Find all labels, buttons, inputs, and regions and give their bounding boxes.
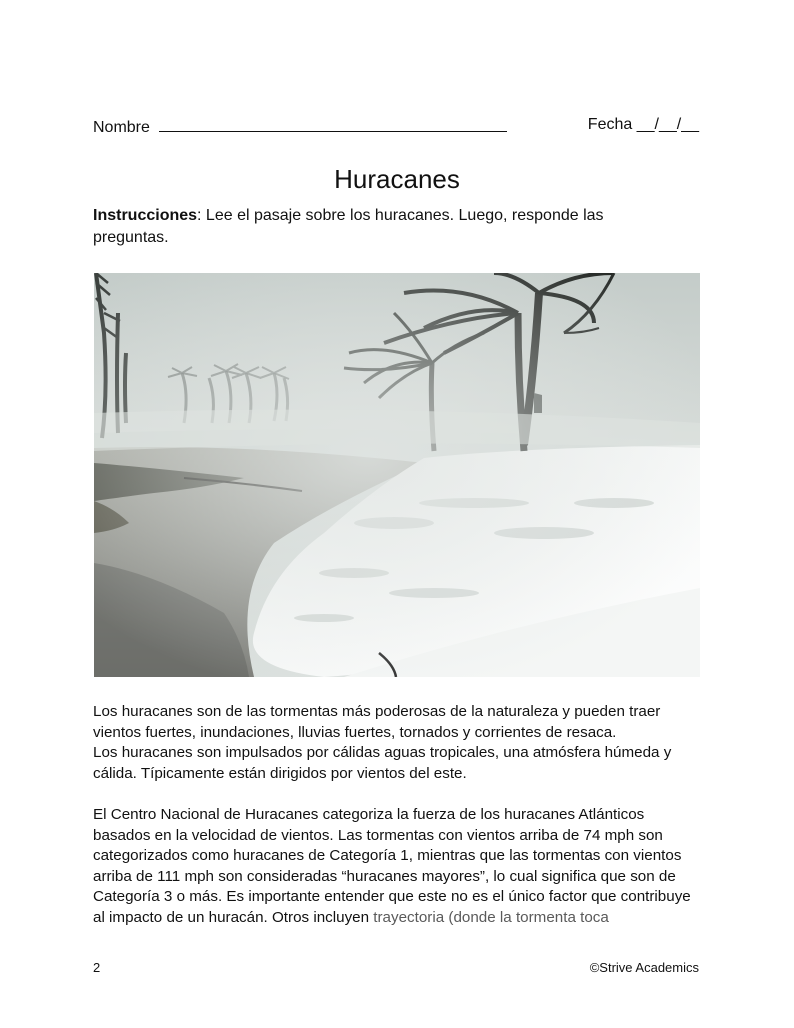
paragraph-1 xyxy=(93,702,705,784)
name-blank-line[interactable] xyxy=(159,116,507,132)
copyright: ©Strive Academics xyxy=(589,960,699,975)
name-label: Nombre xyxy=(93,119,150,136)
header-line xyxy=(93,116,699,138)
paragraph-2-text: El Centro Nacional de Huracanes categoriza la fuerza de los huracanes Atlánticos basados en la velocidad de vientos. Las tormentas con vientos arriba de 74 mph son categorizados como huracanes de Categoría 1, mientras que las tormentas con vientos arriba de 111 mph son consideradas “huracanes mayores”, lo cual significa que son de Categoría 3 o más. Es importante entender que este no es el único factor que contribuye al impacto de un huracán. Otros incluyen xyxy=(93,806,691,926)
paragraph-1-text: Los huracanes son de las tormentas más poderosas de la naturaleza y pueden traer vientos fuertes, inundaciones, lluvias fuertes, tornados y corrientes de resaca. xyxy=(93,703,661,741)
instructions-text: : Lee el pasaje sobre los huracanes. Luego, responde las preguntas. xyxy=(93,207,604,246)
paragraph-2-gray-text: trayectoria (donde la tormenta toca xyxy=(373,908,609,926)
name-field[interactable] xyxy=(93,116,507,137)
instructions-label: Instrucciones xyxy=(93,207,198,224)
page-title: Huracanes xyxy=(334,164,460,194)
paragraph-2 xyxy=(93,805,705,929)
date-field[interactable]: Fecha __/__/__ xyxy=(587,116,699,133)
paragraph-1b-text: Los huracanes son impulsados por cálidas aguas tropicales, una atmósfera húmeda y cálida. Típicamente están dirigidos por vientos del este. xyxy=(93,744,672,782)
hurricane-photo xyxy=(94,273,700,677)
page-number: 2 xyxy=(93,960,101,975)
instructions xyxy=(93,205,653,249)
